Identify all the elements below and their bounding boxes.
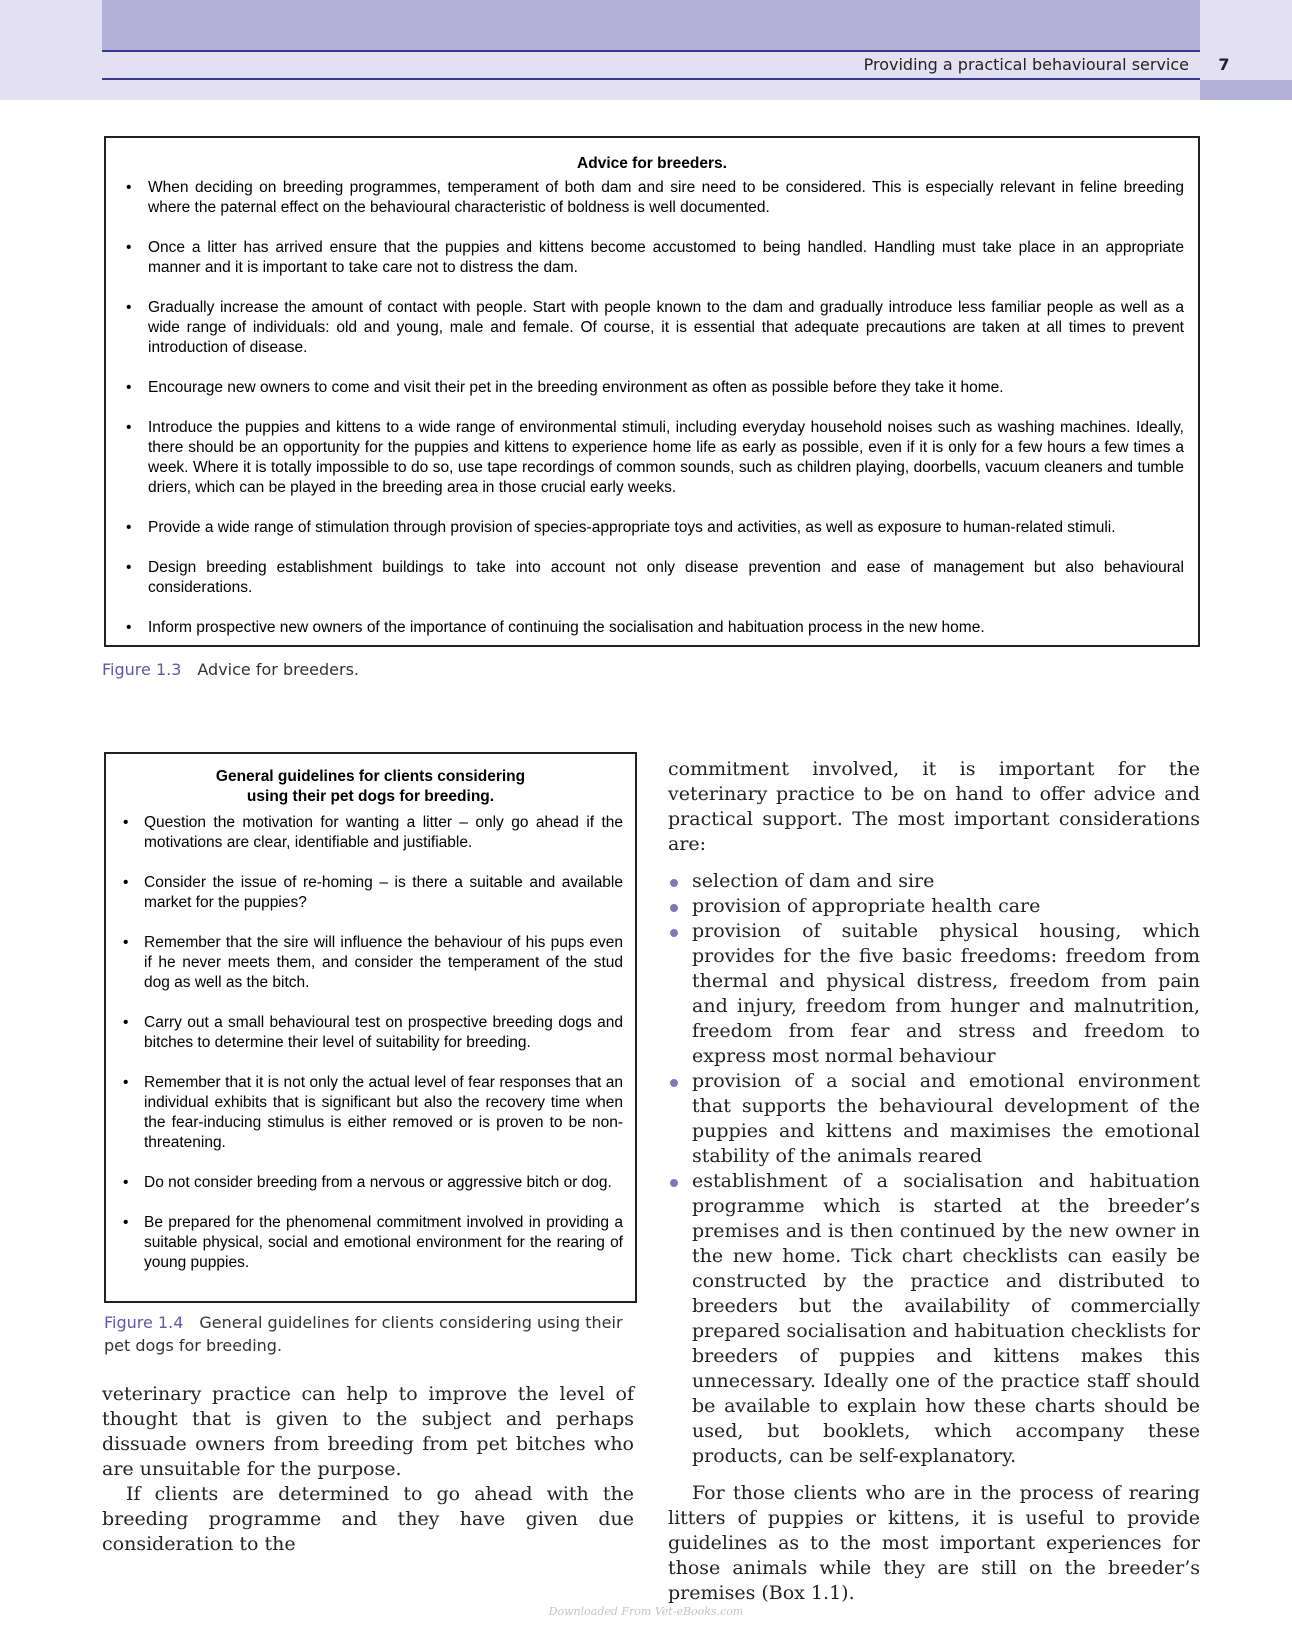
- list-item: • Design breeding establishment buildings to take into account not only disease prevention and ease of management but also behavioural considerations.: [120, 558, 1184, 598]
- list-item: • Consider the issue of re-homing – is there a suitable and available market for the puppies?: [118, 873, 623, 913]
- figure-1-3-list: [120, 178, 1184, 638]
- page-number: 7: [1218, 55, 1230, 74]
- list-item: • Once a litter has arrived ensure that the puppies and kittens become accustomed to being handled. Handling must take place in an appropriate manner and it is important to take care not to distress the dam.: [120, 238, 1184, 278]
- figure-1-4-box: [104, 752, 637, 1303]
- figure-1-4-title-line1: General guidelines for clients considering: [215, 768, 526, 785]
- header-rule-bottom: [102, 78, 1200, 80]
- list-item: • Provide a wide range of stimulation through provision of species-appropriate toys and activities, as well as exposure to human-related stimuli.: [120, 518, 1184, 538]
- list-item: provision of appropriate health care: [668, 894, 1200, 919]
- right-column-text: [668, 757, 1200, 1606]
- body-paragraph: commitment involved, it is important for the veterinary practice to be on hand to offer advice and practical support. The most important considerations are:: [668, 758, 1200, 855]
- list-item: • Do not consider breeding from a nervous or aggressive bitch or dog.: [118, 1173, 623, 1193]
- considerations-list: [668, 869, 1200, 1469]
- header-rule-top: [102, 50, 1200, 52]
- figure-1-3-title: Advice for breeders.: [577, 155, 727, 172]
- figure-1-3-caption-text: Advice for breeders.: [197, 660, 360, 679]
- figure-1-4-label: Figure 1.4: [104, 1313, 184, 1332]
- list-item: • Carry out a small behavioural test on prospective breeding dogs and bitches to determine their level of suitability for breeding.: [118, 1013, 623, 1053]
- figure-1-3-label: Figure 1.3: [102, 660, 182, 679]
- list-item: establishment of a socialisation and habituation programme which is started at the breeder’s premises and is then continued by the new owner in the new home. Tick chart checklists can easily be constructed by the practice and distributed to breeders but the availability of commercially prepared socialisation and habituation checklists for breeders of puppies and kittens makes this unnecessary. Ideally one of the practice staff should be available to explain how these charts should be used, but booklets, which accompany these products, can be self-explanatory.: [668, 1169, 1200, 1469]
- body-paragraph: veterinary practice can help to improve the level of thought that is given to the subject and perhaps dissuade owners from breeding from pet bitches who are unsuitable for the purpose.: [102, 1383, 634, 1480]
- figure-1-4-title: [118, 767, 623, 807]
- figure-1-4-list: [118, 813, 623, 1273]
- left-column-text: [102, 1382, 634, 1557]
- list-item: • Be prepared for the phenomenal commitment involved in providing a suitable physical, social and emotional environment for the rearing of young puppies.: [118, 1213, 623, 1273]
- watermark: Downloaded From Vet-eBooks.com: [548, 1605, 744, 1618]
- list-item: • Question the motivation for wanting a litter – only go ahead if the motivations are clear, identifiable and justifiable.: [118, 813, 623, 853]
- figure-1-4-caption: [104, 1311, 644, 1357]
- figure-1-3-caption: [102, 658, 802, 681]
- list-item: • When deciding on breeding programmes, temperament of both dam and sire need to be considered. This is especially relevant in feline breeding where the paternal effect on the behavioural characteristic of boldness is well documented.: [120, 178, 1184, 218]
- figure-1-3-box: [104, 136, 1200, 647]
- figure-1-4-caption-text: General guidelines for clients considering using their pet dogs for breeding.: [104, 1313, 623, 1355]
- header-band-dark: [102, 0, 1200, 50]
- list-item: • Remember that the sire will influence the behaviour of his pups even if he never meets them, and consider the temperament of the stud dog as well as the bitch.: [118, 933, 623, 993]
- list-item: provision of a social and emotional environment that supports the behavioural development of the puppies and kittens and maximises the emotional stability of the animals reared: [668, 1069, 1200, 1169]
- running-head: Providing a practical behavioural service: [863, 55, 1189, 74]
- list-item: selection of dam and sire: [668, 869, 1200, 894]
- body-paragraph: If clients are determined to go ahead with the breeding programme and they have given due consideration to the: [102, 1483, 634, 1555]
- list-item: • Gradually increase the amount of contact with people. Start with people known to the dam and gradually introduce less familiar people as well as a wide range of individuals: old and young, male and female. Of course, it is essential that adequate precautions are taken at all times to prevent introduction of disease.: [120, 298, 1184, 358]
- list-item: • Introduce the puppies and kittens to a wide range of environmental stimuli, including everyday household noises such as washing machines. Ideally, there should be an opportunity for the puppies and kittens to experience home life as early as possible, even if it is only for a few hours a few times a week. Where it is totally impossible to do so, use tape recordings of common sounds, such as children playing, doorbells, vacuum cleaners and tumble driers, which can be played in the breeding area in those crucial early weeks.: [120, 418, 1184, 498]
- list-item: • Remember that it is not only the actual level of fear responses that an individual exhibits that is significant but also the recovery time when the fear-inducing stimulus is either removed or is proven to be non-threatening.: [118, 1073, 623, 1153]
- body-paragraph: For those clients who are in the process of rearing litters of puppies or kittens, it is useful to provide guidelines as to the most important experiences for those animals while they are still on the breeder’s premises (Box 1.1).: [668, 1482, 1200, 1604]
- header-corner-tab: [1200, 80, 1292, 100]
- list-item: • Inform prospective new owners of the importance of continuing the socialisation and habituation process in the new home.: [120, 618, 1184, 638]
- list-item: provision of suitable physical housing, which provides for the five basic freedoms: freedom from thermal and physical distress, freedom from pain and injury, freedom from hunger and malnutrition, freedom from fear and stress and freedom to express most normal behaviour: [668, 919, 1200, 1069]
- list-item: • Encourage new owners to come and visit their pet in the breeding environment as often as possible before they take it home.: [120, 378, 1184, 398]
- figure-1-4-title-line2: using their pet dogs for breeding.: [246, 788, 495, 805]
